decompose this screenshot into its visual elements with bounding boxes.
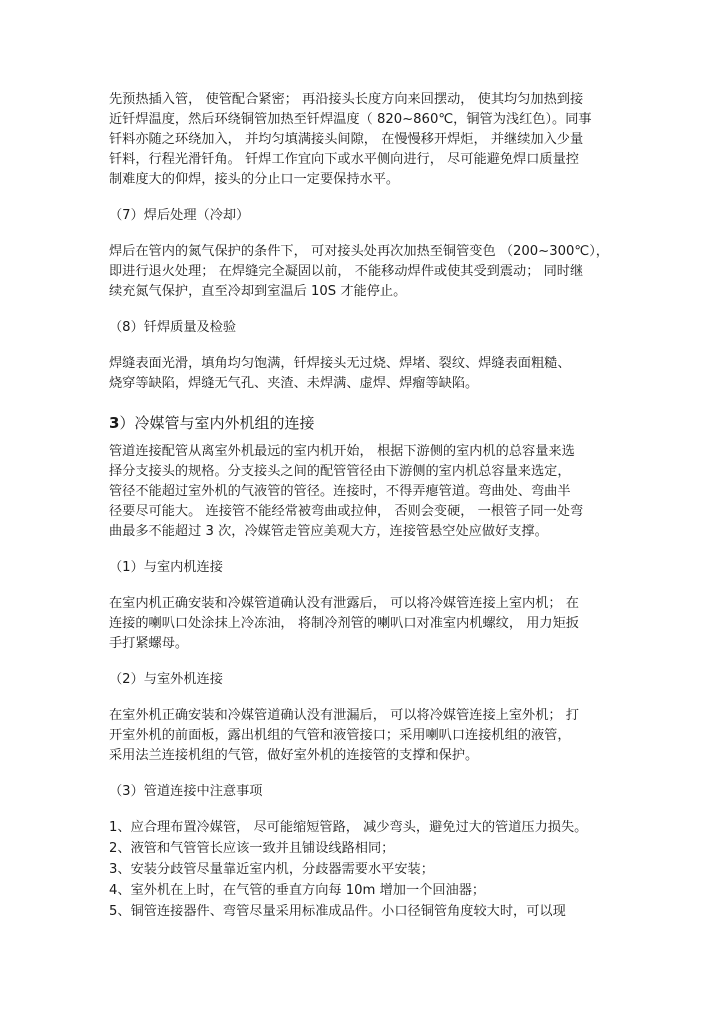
text-line: 曲最多不能超过 3 次，冷媒管走管应美观大方，连接管悬空处应做好支撑。 <box>109 524 548 539</box>
text-line: 续充氮气保护，直至冷却到室温后 10S 才能停止。 <box>109 284 407 299</box>
paragraph-quality <box>109 354 619 394</box>
text-line: 径要尽可能大。 连接管不能经常被弯曲或拉伸， 否则会变硬， 一根管子同一处弯 <box>109 504 584 519</box>
text-line: 择分支接头的规格。分支接头之间的配管管径由下游侧的室内机总容量来选定， <box>109 464 571 479</box>
text-line: 在室外机正确安装和冷媒管道确认没有泄漏后， 可以将冷媒管连接上室外机； 打 <box>109 708 579 723</box>
section-number: 3 <box>109 414 120 432</box>
paragraph-indoor-unit <box>109 594 619 654</box>
text-line: 钎料，行程光滑钎角。 钎焊工作宜向下或水平侧向进行， 尽可能避免焊口质量控 <box>109 152 579 167</box>
subheading-outdoor-unit: （2）与室外机连接 <box>109 672 223 687</box>
paragraph-pipe-connection <box>109 442 619 542</box>
list-item: 4、室外机在上时，在气管的垂直方向每 10m 增加一个回油器； <box>109 883 486 898</box>
text-line: 先预热插入管， 使管配合紧密； 再沿接头长度方向来回摆动， 使其均匀加热到接 <box>109 92 584 107</box>
paragraph-outdoor-unit <box>109 706 619 766</box>
text-line: 开室外机的前面板，露出机组的气管和液管接口；采用喇叭口连接机组的液管， <box>109 728 571 743</box>
text-line: 连接的喇叭口处涂抹上冷冻油， 将制冷剂管的喇叭口对准室内机螺纹， 用力矩扳 <box>109 616 579 631</box>
list-item: 2、液管和气管管长应该一致并且铺设线路相同； <box>109 841 395 856</box>
text-line: 近钎焊温度，然后环绕铜管加热至钎焊温度（ 820~860℃，铜管为浅红色）。同事 <box>109 112 592 127</box>
list-item: 5、铜管连接器件、弯管尽量采用标准成品件。小口径铜管角度较大时，可以现 <box>109 904 566 919</box>
text-line: 即进行退火处理； 在焊缝完全凝固以前， 不能移动焊件或使其受到震动； 同时继 <box>109 264 584 279</box>
section-heading-pipe-connection <box>109 412 619 434</box>
text-line: 管径不能超过室外机的气液管的管径。连接时，不得弄瘪管道。弯曲处、弯曲半 <box>109 484 571 499</box>
subheading-indoor-unit: （1）与室内机连接 <box>109 560 223 575</box>
list-item: 3、安装分歧管尽量靠近室内机，分歧器需要水平安装； <box>109 862 434 877</box>
subheading-precautions: （3）管道连接中注意事项 <box>109 784 263 799</box>
subheading-quality-inspection: （8）钎焊质量及检验 <box>109 320 237 335</box>
text-line: 管道连接配管从离室外机最远的室内机开始， 根据下游侧的室内机的总容量来选 <box>109 444 575 459</box>
text-line: 制难度大的仰焊，接头的分止口一定要保持水平。 <box>109 172 400 187</box>
list-item: 1、应合理布置冷媒管， 尽可能缩短管路， 减少弯头，避免过大的管道压力损失。 <box>109 820 588 835</box>
text-line: 烧穿等缺陷，焊缝无气孔、夹渣、未焊满、虚焊、焊瘤等缺陷。 <box>109 376 479 391</box>
document-page <box>109 90 619 923</box>
text-line: 钎料亦随之环绕加入， 并均匀填满接头间隙， 在慢慢移开焊炬， 并继续加入少量 <box>109 132 584 147</box>
text-line: 焊后在管内的氮气保护的条件下， 可对接头处再次加热至铜管变色 （200~300℃）， <box>109 244 609 259</box>
section-title: ）冷媒管与室内外机组的连接 <box>119 414 315 432</box>
text-line: 在室内机正确安装和冷媒管道确认没有泄露后， 可以将冷媒管连接上室内机； 在 <box>109 596 579 611</box>
text-line: 采用法兰连接机组的气管，做好室外机的连接管的支撑和保护。 <box>109 748 479 763</box>
paragraph-post-weld <box>109 242 619 302</box>
text-line: 焊缝表面光滑，填角均匀饱满，钎焊接头无过烧、焊堵、裂纹、焊缝表面粗糙、 <box>109 356 571 371</box>
subheading-post-weld-cooling: （7）焊后处理（冷却） <box>109 208 250 223</box>
text-line: 手打紧螺母。 <box>109 636 189 651</box>
precautions-list <box>109 818 619 923</box>
paragraph-brazing-procedure <box>109 90 619 190</box>
